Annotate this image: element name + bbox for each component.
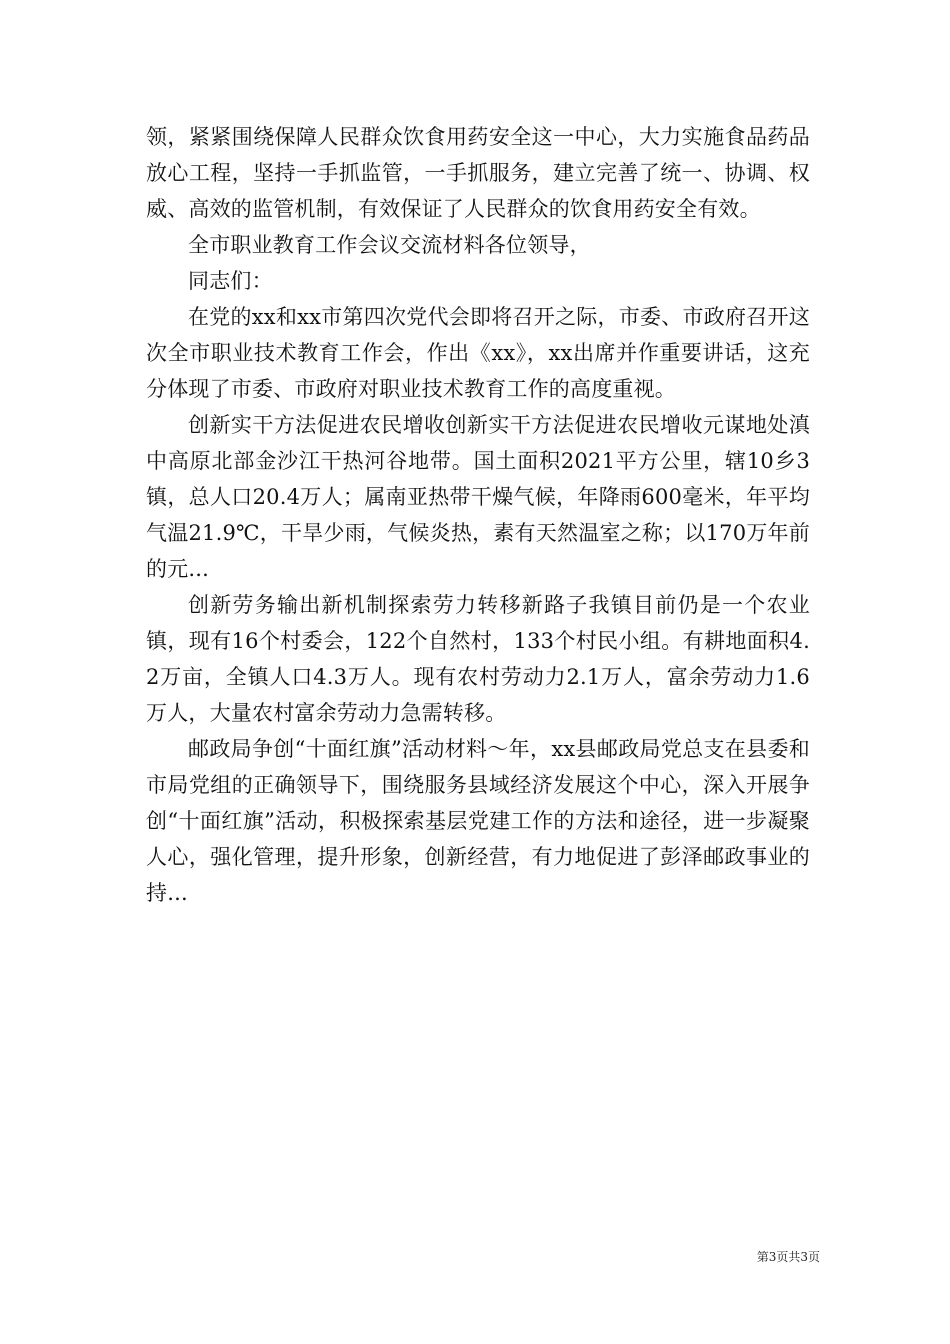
paragraph-7: 邮政局争创“十面红旗”活动材料～年，xx县邮政局党总支在县委和市局党组的正确领导下，围绕服务县域经济发展这个中心，深入开展争创“十面红旗”活动，积极探索基层党建工作的方法和途径，进一步凝聚人心，强化管理，提升形象，创新经营，有力地促进了彭泽邮政事业的持... [146, 737, 810, 905]
paragraph-3: 同志们： [188, 269, 273, 293]
paragraph-5: 创新实干方法促进农民增收创新实干方法促进农民增收元谋地处滇中高原北部金沙江干热河谷地带。国土面积2021平方公里，辖10乡3镇，总人口20.4万人；属南亚热带干燥气候，年降雨600毫米，年平均气温21.9℃，干旱少雨，气候炎热，素有天然温室之称；以170万年前的元... [146, 413, 810, 581]
paragraph-6: 创新劳务输出新机制探索劳力转移新路子我镇目前仍是一个农业镇，现有16个村委会，122个自然村，133个村民小组。有耕地面积4.2万亩，全镇人口4.3万人。现有农村劳动力2.1万人，富余劳动力1.6万人，大量农村富余劳动力急需转移。 [146, 593, 810, 725]
paragraph-2: 全市职业教育工作会议交流材料各位领导， [188, 233, 591, 257]
document-body [146, 119, 810, 911]
paragraph-1: 领，紧紧围绕保障人民群众饮食用药安全这一中心，大力实施食品药品放心工程，坚持一手抓监管，一手抓服务，建立完善了统一、协调、权威、高效的监管机制，有效保证了人民群众的饮食用药安全有效。 [146, 125, 810, 221]
paragraph-4: 在党的xx和xx市第四次党代会即将召开之际，市委、市政府召开这次全市职业技术教育工作会，作出《xx》，xx出席并作重要讲话，这充分体现了市委、市政府对职业技术教育工作的高度重视。 [146, 305, 810, 401]
page-number: 第3页共3页 [756, 1250, 820, 1264]
